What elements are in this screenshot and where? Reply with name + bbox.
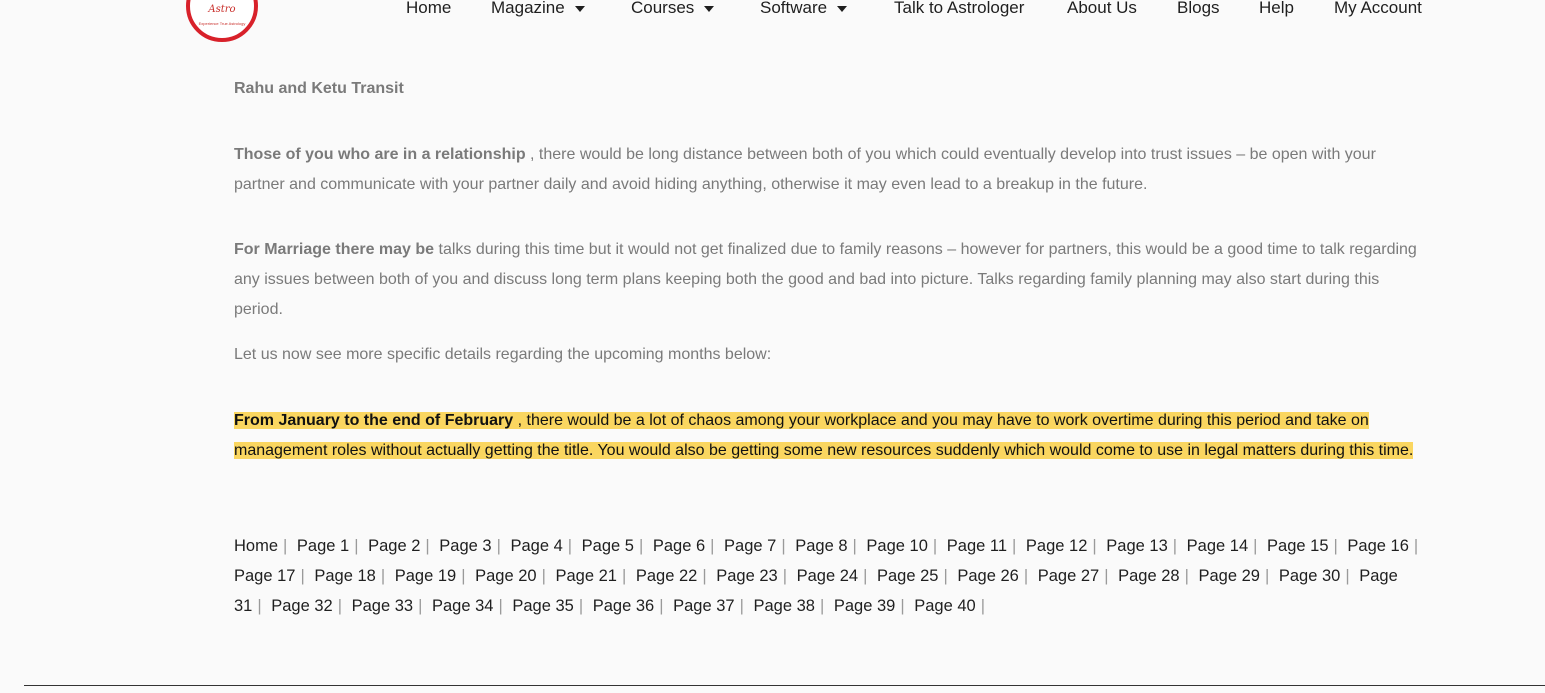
page-separator: | bbox=[621, 567, 627, 585]
chevron-down-icon bbox=[575, 6, 585, 12]
page-separator: | bbox=[638, 537, 644, 555]
page-separator: | bbox=[1172, 537, 1178, 555]
nav-label: Blogs bbox=[1177, 0, 1220, 17]
page-separator: | bbox=[659, 597, 664, 615]
marriage-text: talks during this time but it would not get finalized due to family reasons – however for partners, this would be a good time to talk regarding any issues between both of you and discuss long term plans keeping both the good and bad into picture. Talks regarding family planning may also start during this period. bbox=[234, 241, 1417, 318]
page-separator: | bbox=[782, 567, 788, 585]
page-link[interactable]: Page 8 bbox=[795, 537, 848, 555]
page-link[interactable]: Page 28 bbox=[1118, 567, 1180, 585]
page-link[interactable]: Page 13 bbox=[1106, 537, 1168, 555]
relationship-lead: Those of you who are in a relationship bbox=[234, 146, 526, 163]
page-link[interactable]: Page 27 bbox=[1037, 567, 1100, 585]
page-separator: | bbox=[1253, 537, 1258, 555]
page-link[interactable]: Page 34 bbox=[432, 597, 494, 615]
page-separator: | bbox=[498, 597, 503, 615]
page-link[interactable]: Page 39 bbox=[833, 597, 896, 615]
page-link[interactable]: Page 15 bbox=[1267, 537, 1329, 555]
page-separator: | bbox=[1012, 537, 1017, 555]
page-separator: | bbox=[900, 597, 905, 615]
page-separator: | bbox=[863, 567, 868, 585]
page-link[interactable]: Page 3 bbox=[439, 537, 492, 555]
intro-months-paragraph: Let us now see more specific details regarding the upcoming months below: bbox=[234, 346, 772, 363]
page-separator: | bbox=[418, 597, 423, 615]
page-separator: | bbox=[819, 597, 825, 615]
nav-label: About Us bbox=[1067, 0, 1137, 17]
page-link[interactable]: Page 11 bbox=[946, 537, 1008, 555]
page-separator: | bbox=[781, 537, 786, 555]
page-separator: | bbox=[496, 537, 501, 555]
chevron-down-icon bbox=[837, 6, 847, 12]
nav-home[interactable] bbox=[406, 0, 451, 19]
page-link[interactable]: Page 32 bbox=[271, 597, 333, 615]
page-link[interactable]: Page 10 bbox=[866, 537, 928, 555]
page-link[interactable]: Page 38 bbox=[753, 597, 815, 615]
page-link[interactable]: Page 36 bbox=[592, 597, 655, 615]
page-link[interactable]: Page 12 bbox=[1025, 537, 1088, 555]
page-link[interactable]: Page 20 bbox=[475, 567, 537, 585]
page-separator: | bbox=[710, 537, 715, 555]
nav-blogs[interactable] bbox=[1177, 0, 1220, 19]
nav-talk-to-astrologer[interactable] bbox=[894, 0, 1024, 19]
page-link[interactable]: Page 37 bbox=[673, 597, 735, 615]
page-separator: | bbox=[943, 567, 948, 585]
page-link[interactable]: Page 35 bbox=[512, 597, 574, 615]
page-separator: | bbox=[354, 537, 359, 555]
logo-tagline: Experience True Astrology bbox=[198, 21, 246, 26]
page-separator: | bbox=[702, 567, 707, 585]
page-links bbox=[234, 531, 1424, 621]
page-link[interactable]: Page 4 bbox=[510, 537, 563, 555]
page-separator: | bbox=[1413, 537, 1419, 555]
page-link[interactable]: Page 21 bbox=[555, 567, 617, 585]
page-separator: | bbox=[1264, 567, 1270, 585]
page-link[interactable]: Page 25 bbox=[877, 567, 939, 585]
nav-label: Talk to Astrologer bbox=[894, 0, 1025, 17]
nav-courses[interactable] bbox=[631, 0, 714, 19]
footer-divider bbox=[24, 685, 1545, 686]
main-nav bbox=[0, 0, 1545, 27]
nav-label: Magazine bbox=[491, 0, 565, 17]
page-link[interactable]: Page 31 bbox=[234, 567, 1398, 615]
page-separator: | bbox=[461, 567, 466, 585]
page-separator: | bbox=[578, 597, 584, 615]
nav-help[interactable] bbox=[1259, 0, 1294, 19]
page-link[interactable]: Page 30 bbox=[1278, 567, 1341, 585]
chevron-down-icon bbox=[704, 6, 714, 12]
page-link[interactable]: Page 19 bbox=[394, 567, 457, 585]
page-link[interactable]: Page 29 bbox=[1198, 567, 1260, 585]
page-separator: | bbox=[380, 567, 386, 585]
page-link[interactable]: Page 7 bbox=[724, 537, 777, 555]
page-link[interactable]: Page 16 bbox=[1347, 537, 1409, 555]
relationship-paragraph bbox=[234, 140, 1424, 200]
page-link[interactable]: Page 1 bbox=[296, 537, 350, 555]
page-separator: | bbox=[425, 537, 430, 555]
nav-label: Home bbox=[406, 0, 452, 17]
page-separator: | bbox=[567, 537, 573, 555]
page-separator: | bbox=[300, 567, 305, 585]
page-link[interactable]: Page 5 bbox=[581, 537, 634, 555]
page-separator: | bbox=[1333, 537, 1338, 555]
page-separator: | bbox=[257, 597, 262, 615]
page-separator: | bbox=[1184, 567, 1189, 585]
nav-label: Courses bbox=[631, 0, 695, 17]
article-heading: Rahu and Ketu Transit bbox=[234, 80, 404, 97]
page-link[interactable]: Page 18 bbox=[314, 567, 376, 585]
relationship-text: , there would be long distance between both of you which could eventually develop into trust issues – be open with your partner and communicate with your partner daily and avoid hiding anything, otherwise it may even lead to a breakup in the future. bbox=[234, 146, 1376, 193]
page-link[interactable]: Page 33 bbox=[351, 597, 414, 615]
page-separator: | bbox=[541, 567, 546, 585]
page-link[interactable]: Page 40 bbox=[914, 597, 976, 615]
marriage-paragraph bbox=[234, 235, 1424, 325]
page-link[interactable]: Page 14 bbox=[1186, 537, 1249, 555]
nav-label: Help bbox=[1259, 0, 1294, 17]
page-link[interactable]: Page 17 bbox=[234, 567, 296, 585]
page-link[interactable]: Page 6 bbox=[652, 537, 706, 555]
highlight-lead: From January to the end of February bbox=[234, 412, 514, 429]
page-separator: | bbox=[1023, 567, 1029, 585]
page-separator: | bbox=[932, 537, 938, 555]
highlight-text: , there would be a lot of chaos among your workplace and you may have to work overtime during this period and take on management roles without actually getting the title. You would also be getting some new resources suddenly which would come to use in legal matters during this time. bbox=[234, 412, 1414, 459]
page-separator: | bbox=[283, 537, 288, 555]
page-link[interactable]: Page 2 bbox=[368, 537, 421, 555]
page-separator: | bbox=[1104, 567, 1109, 585]
page-link[interactable]: Page 26 bbox=[957, 567, 1019, 585]
page-separator: | bbox=[980, 597, 986, 615]
nav-about-us[interactable] bbox=[1067, 0, 1137, 19]
page-link[interactable]: Page 22 bbox=[635, 567, 698, 585]
nav-label: My Account bbox=[1334, 0, 1422, 17]
nav-software[interactable] bbox=[760, 0, 847, 19]
page-link-home[interactable]: Home bbox=[234, 537, 279, 555]
page-separator: | bbox=[1345, 567, 1350, 585]
logo-brand-text: Astro bbox=[208, 4, 236, 15]
page-link[interactable]: Page 23 bbox=[716, 567, 778, 585]
page-link[interactable]: Page 24 bbox=[796, 567, 859, 585]
page-separator: | bbox=[852, 537, 857, 555]
page-separator: | bbox=[1092, 537, 1097, 555]
nav-magazine[interactable] bbox=[491, 0, 585, 19]
highlight-mark bbox=[234, 412, 1413, 459]
marriage-lead: For Marriage there may be bbox=[234, 241, 435, 258]
nav-my-account[interactable] bbox=[1334, 0, 1422, 19]
page-separator: | bbox=[337, 597, 343, 615]
page-separator: | bbox=[739, 597, 744, 615]
nav-label: Software bbox=[760, 0, 828, 17]
highlighted-paragraph bbox=[234, 406, 1424, 466]
